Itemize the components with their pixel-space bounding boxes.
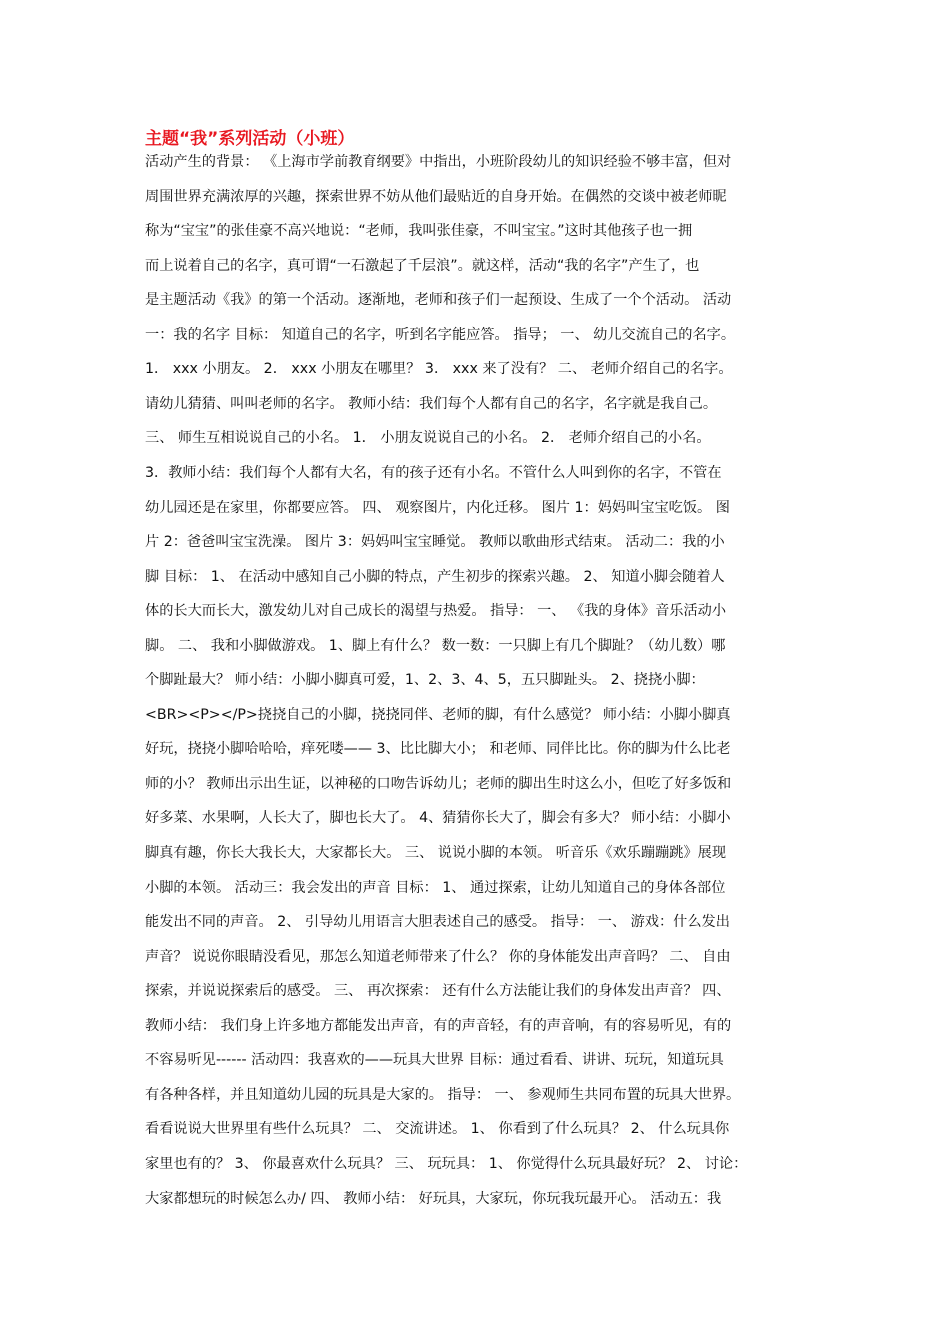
body-line: 脚真有趣，你长大我长大，大家都长大。 三、 说说小脚的本领。 听音乐《欢乐蹦蹦跳》展现 <box>145 845 727 861</box>
body-line: 3．教师小结：我们每个人都有大名，有的孩子还有小名。不管什么人叫到你的名字，不管在 <box>145 464 722 481</box>
body-line: 大家都想玩的时候怎么办/ 四、 教师小结： 好玩具，大家玩，你玩我玩最开心。 活动五：我 <box>145 1190 722 1207</box>
body-line: 脚。 二、 我和小脚做游戏。 1、脚上有什么？ 数一数：一只脚上有几个脚趾？（幼儿数）哪 <box>145 637 726 654</box>
body-line: 能发出不同的声音。 2、 引导幼儿用语言大胆表述自己的感受。 指导： 一、 游戏：什么发出 <box>145 914 730 931</box>
body-line: 1． xxx 小朋友。 2． xxx 小朋友在哪里？ 3． xxx 来了没有？ 二、 老师介绍自己的名字。 <box>145 361 733 378</box>
body-line: 三、 师生互相说说自己的小名。 1． 小朋友说说自己的小名。 2． 老师介绍自己的小名。 <box>145 430 711 447</box>
body-line: 家里也有的？ 3、 你最喜欢什么玩具？ 三、 玩玩具： 1、 你觉得什么玩具最好玩？ 2、 讨论： <box>145 1155 748 1172</box>
body-line: 体的长大而长大，激发幼儿对自己成长的渴望与热爱。 指导： 一、 《我的身体》音乐活动小 <box>145 603 727 620</box>
document-title: 主题“我”系列活动（小班） <box>145 129 355 149</box>
body-line: 一：我的名字 目标： 知道自己的名字，听到名字能应答。 指导； 一、 幼儿交流自己的名字。 <box>145 326 736 343</box>
body-line: 活动产生的背景： 《上海市学前教育纲要》中指出，小班阶段幼儿的知识经验不够丰富，但对 <box>145 154 732 170</box>
body-line: 师的小？ 教师出示出生证，以神秘的口吻告诉幼儿；老师的脚出生时这么小，但吃了好多饭和 <box>145 775 732 792</box>
body-line: 教师小结： 我们身上许多地方都能发出声音，有的声音轻，有的声音响，有的容易听见，有的 <box>145 1017 732 1034</box>
body-line: <BR><P></P>挠挠自己的小脚，挠挠同伴、老师的脚，有什么感觉？ 师小结：小脚小脚真 <box>145 706 731 723</box>
body-line: 好玩，挠挠小脚哈哈哈，痒死喽—— 3、比比脚大小； 和老师、同伴比比。你的脚为什么比老 <box>145 741 731 758</box>
body-line: 探索，并说说探索后的感受。 三、 再次探索： 还有什么方法能让我们的身体发出声音？ 四、 <box>145 983 731 1000</box>
body-line: 脚 目标： 1、 在活动中感知自己小脚的特点，产生初步的探索兴趣。 2、 知道小脚会随着人 <box>145 568 725 585</box>
body-line: 请幼儿猜猜、叫叫老师的名字。 教师小结：我们每个人都有自己的名字，名字就是我自己。 <box>145 395 718 412</box>
body-line: 周围世界充满浓厚的兴趣，探索世界不妨从他们最贴近的自身开始。在偶然的交谈中被老师昵 <box>145 188 727 205</box>
body-line: 幼儿园还是在家里，你都要应答。 四、 观察图片，内化迁移。 图片 1：妈妈叫宝宝吃饭。 图 <box>145 499 730 516</box>
body-line: 个脚趾最大？ 师小结：小脚小脚真可爱，1、2、3、4、5，五只脚趾头。 2、挠挠小脚： <box>145 672 705 689</box>
body-line: 看看说说大世界里有些什么玩具？ 二、 交流讲述。 1、 你看到了什么玩具？ 2、 什么玩具你 <box>145 1121 730 1138</box>
body-line: 好多菜、水果啊，人长大了，脚也长大了。 4、猜猜你长大了，脚会有多大？ 师小结：小脚小 <box>145 810 731 827</box>
body-line: 片 2：爸爸叫宝宝洗澡。 图片 3：妈妈叫宝宝睡觉。 教师以歌曲形式结束。 活动二：我的小 <box>145 534 725 551</box>
body-line: 小脚的本领。 活动三：我会发出的声音 目标： 1、 通过探索，让幼儿知道自己的身体各部位 <box>145 879 726 896</box>
body-line: 声音？ 说说你眼睛没看见，那怎么知道老师带来了什么？ 你的身体能发出声音吗？ 二、 自由 <box>145 948 731 965</box>
body-line: 称为“宝宝”的张佳豪不高兴地说：“老师，我叫张佳豪，不叫宝宝。”这时其他孩子也一拥 <box>145 223 693 240</box>
body-line: 有各种各样，并且知道幼儿园的玩具是大家的。 指导： 一、 参观师生共同布置的玩具大世界。 <box>145 1086 741 1103</box>
body-line: 是主题活动《我》的第一个活动。逐渐地，老师和孩子们一起预设、生成了一个个活动。 活动 <box>145 292 732 309</box>
body-line: 而上说着自己的名字，真可谓“一石激起了千层浪”。就这样，活动“我的名字”产生了，也 <box>145 257 700 274</box>
body-line: 不容易听见------ 活动四：我喜欢的——玩具大世界 目标：通过看看、讲讲、玩玩，知道玩具 <box>145 1052 724 1069</box>
